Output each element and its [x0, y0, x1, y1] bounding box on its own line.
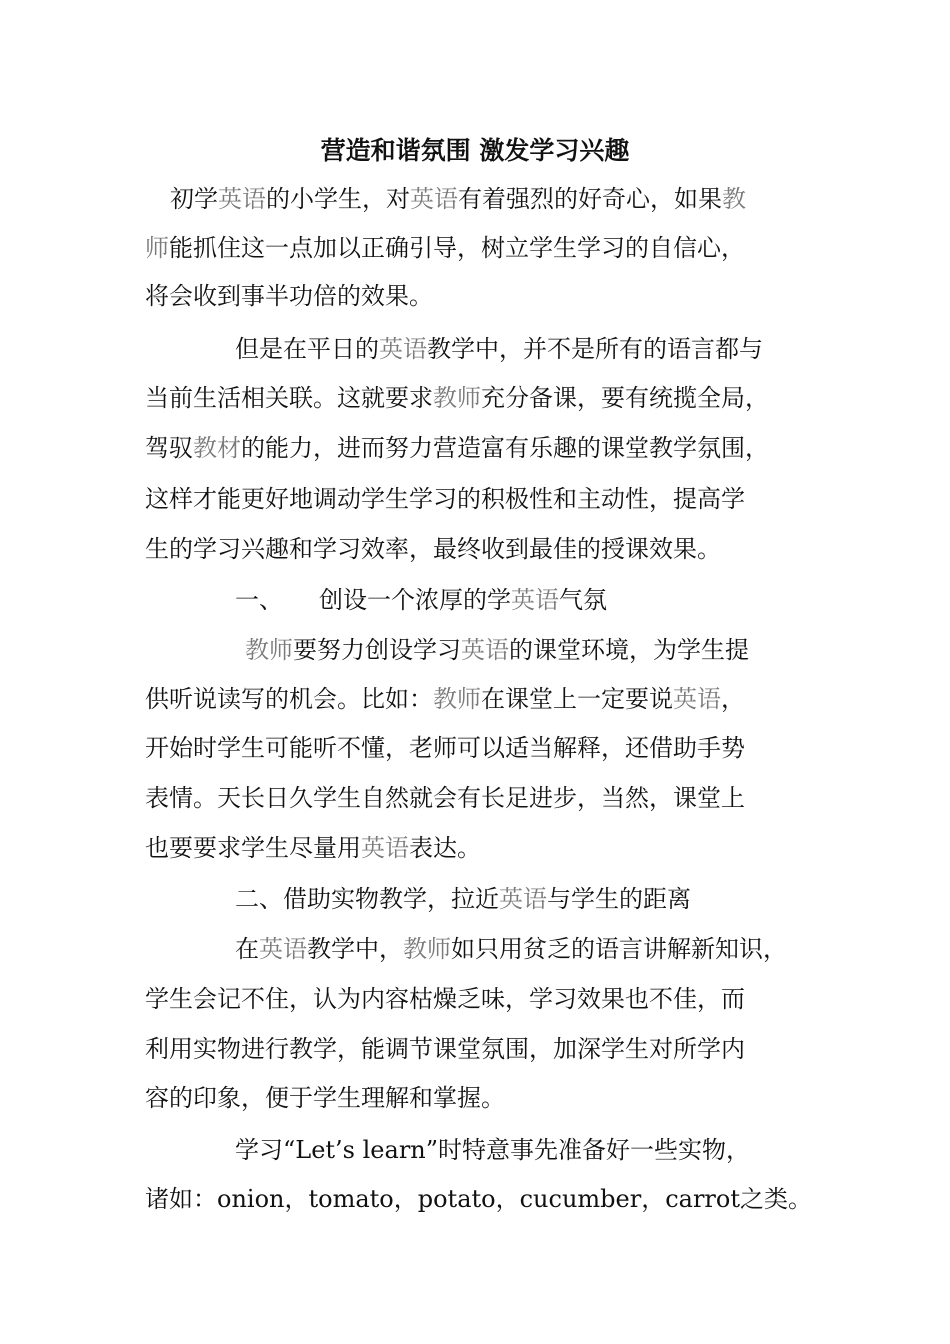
paragraph-line: [235, 882, 691, 916]
line-text: 的课堂环境，为学生提: [509, 636, 749, 664]
paragraph-line: [145, 482, 745, 516]
keyword-text: 英语: [461, 636, 509, 664]
paragraph-line: [145, 1182, 812, 1216]
paragraph-line: [145, 279, 433, 313]
keyword-text: 英语: [673, 685, 721, 713]
line-text: 要努力创设学习: [293, 636, 461, 664]
paragraph-line: [145, 431, 769, 465]
paragraph-line: [145, 1081, 505, 1115]
line-text: 当前生活相关联。这就要求: [145, 384, 433, 412]
line-text: 学生会记不住，认为内容枯燥乏味，学习效果也不佳，而: [145, 985, 745, 1013]
keyword-text: 英语: [511, 586, 559, 614]
line-text: 表情。天长日久学生自然就会有长足进步，当然，课堂上: [145, 784, 745, 812]
line-text: 在: [235, 935, 259, 963]
line-text: 如只用贫乏的语言讲解新知识，: [451, 935, 787, 963]
paragraph-line: [170, 182, 746, 216]
line-text: 在课堂上一定要说: [481, 685, 673, 713]
line-text: 创设一个浓厚的学: [319, 586, 511, 614]
line-text: ，: [721, 685, 745, 713]
line-text: 的能力，进而努力营造富有乐趣的课堂教学氛围，: [241, 434, 769, 462]
paragraph-line: [145, 731, 745, 765]
line-text: 表达。: [409, 834, 481, 862]
keyword-text: 教师: [433, 384, 481, 412]
line-text: 驾驭: [145, 434, 193, 462]
paragraph-line: [145, 381, 769, 415]
line-text: 但是在平日的: [235, 335, 379, 363]
line-text: 气氛: [559, 586, 607, 614]
keyword-text: 英语: [361, 834, 409, 862]
keyword-text: 教师: [433, 685, 481, 713]
line-text: 学习“Let’s learn”时特意事先准备好一些实物，: [235, 1136, 751, 1164]
paragraph-line: [235, 932, 787, 966]
line-text: 有着强烈的好奇心，如果: [458, 185, 722, 213]
keyword-text: 教: [722, 185, 746, 213]
line-text: 开始时学生可能听不懂，老师可以适当解释，还借助手势: [145, 734, 745, 762]
document-title: 营造和谐氛围 激发学习兴趣: [320, 136, 630, 165]
line-text: 将会收到事半功倍的效果。: [145, 282, 433, 310]
line-text: 利用实物进行教学，能调节课堂氛围，加深学生对所学内: [145, 1035, 745, 1063]
keyword-text: 英语: [259, 935, 307, 963]
paragraph-line: [245, 633, 749, 667]
line-text: 也要要求学生尽量用: [145, 834, 361, 862]
paragraph-line: [145, 982, 745, 1016]
paragraph-line: [235, 332, 763, 366]
line-text: 容的印象，便于学生理解和掌握。: [145, 1084, 505, 1112]
line-text: 教学中，: [307, 935, 403, 963]
line-text: 的小学生，对: [266, 185, 410, 213]
keyword-text: 教师: [245, 636, 293, 664]
paragraph-line: [145, 1032, 745, 1066]
paragraph-line: [145, 532, 721, 566]
line-text: 充分备课，要有统揽全局，: [481, 384, 769, 412]
line-text: 诸如：onion，tomato，potato，cucumber，carrot之类。: [145, 1185, 812, 1213]
keyword-text: 英语: [218, 185, 266, 213]
line-text: 供听说读写的机会。比如：: [145, 685, 433, 713]
paragraph-line: [145, 682, 745, 716]
line-text: 这样才能更好地调动学生学习的积极性和主动性，提高学: [145, 485, 745, 513]
keyword-text: 教师: [403, 935, 451, 963]
paragraph-line: [145, 781, 745, 815]
line-text: 能抓住这一点加以正确引导，树立学生学习的自信心，: [169, 234, 745, 262]
line-text: 教学中，并不是所有的语言都与: [427, 335, 763, 363]
line-text: 一、: [235, 586, 283, 614]
keyword-text: 教材: [193, 434, 241, 462]
keyword-text: 师: [145, 234, 169, 262]
line-text: 与学生的距离: [547, 885, 691, 913]
paragraph-line: [235, 1133, 750, 1167]
line-text: 二、借助实物教学，拉近: [235, 885, 499, 913]
line-text: 初学: [170, 185, 218, 213]
paragraph-line: [235, 583, 607, 617]
line-text: 生的学习兴趣和学习效率，最终收到最佳的授课效果。: [145, 535, 721, 563]
keyword-text: 英语: [379, 335, 427, 363]
paragraph-line: [145, 831, 481, 865]
paragraph-line: [145, 231, 745, 265]
keyword-text: 英语: [499, 885, 547, 913]
keyword-text: 英语: [410, 185, 458, 213]
